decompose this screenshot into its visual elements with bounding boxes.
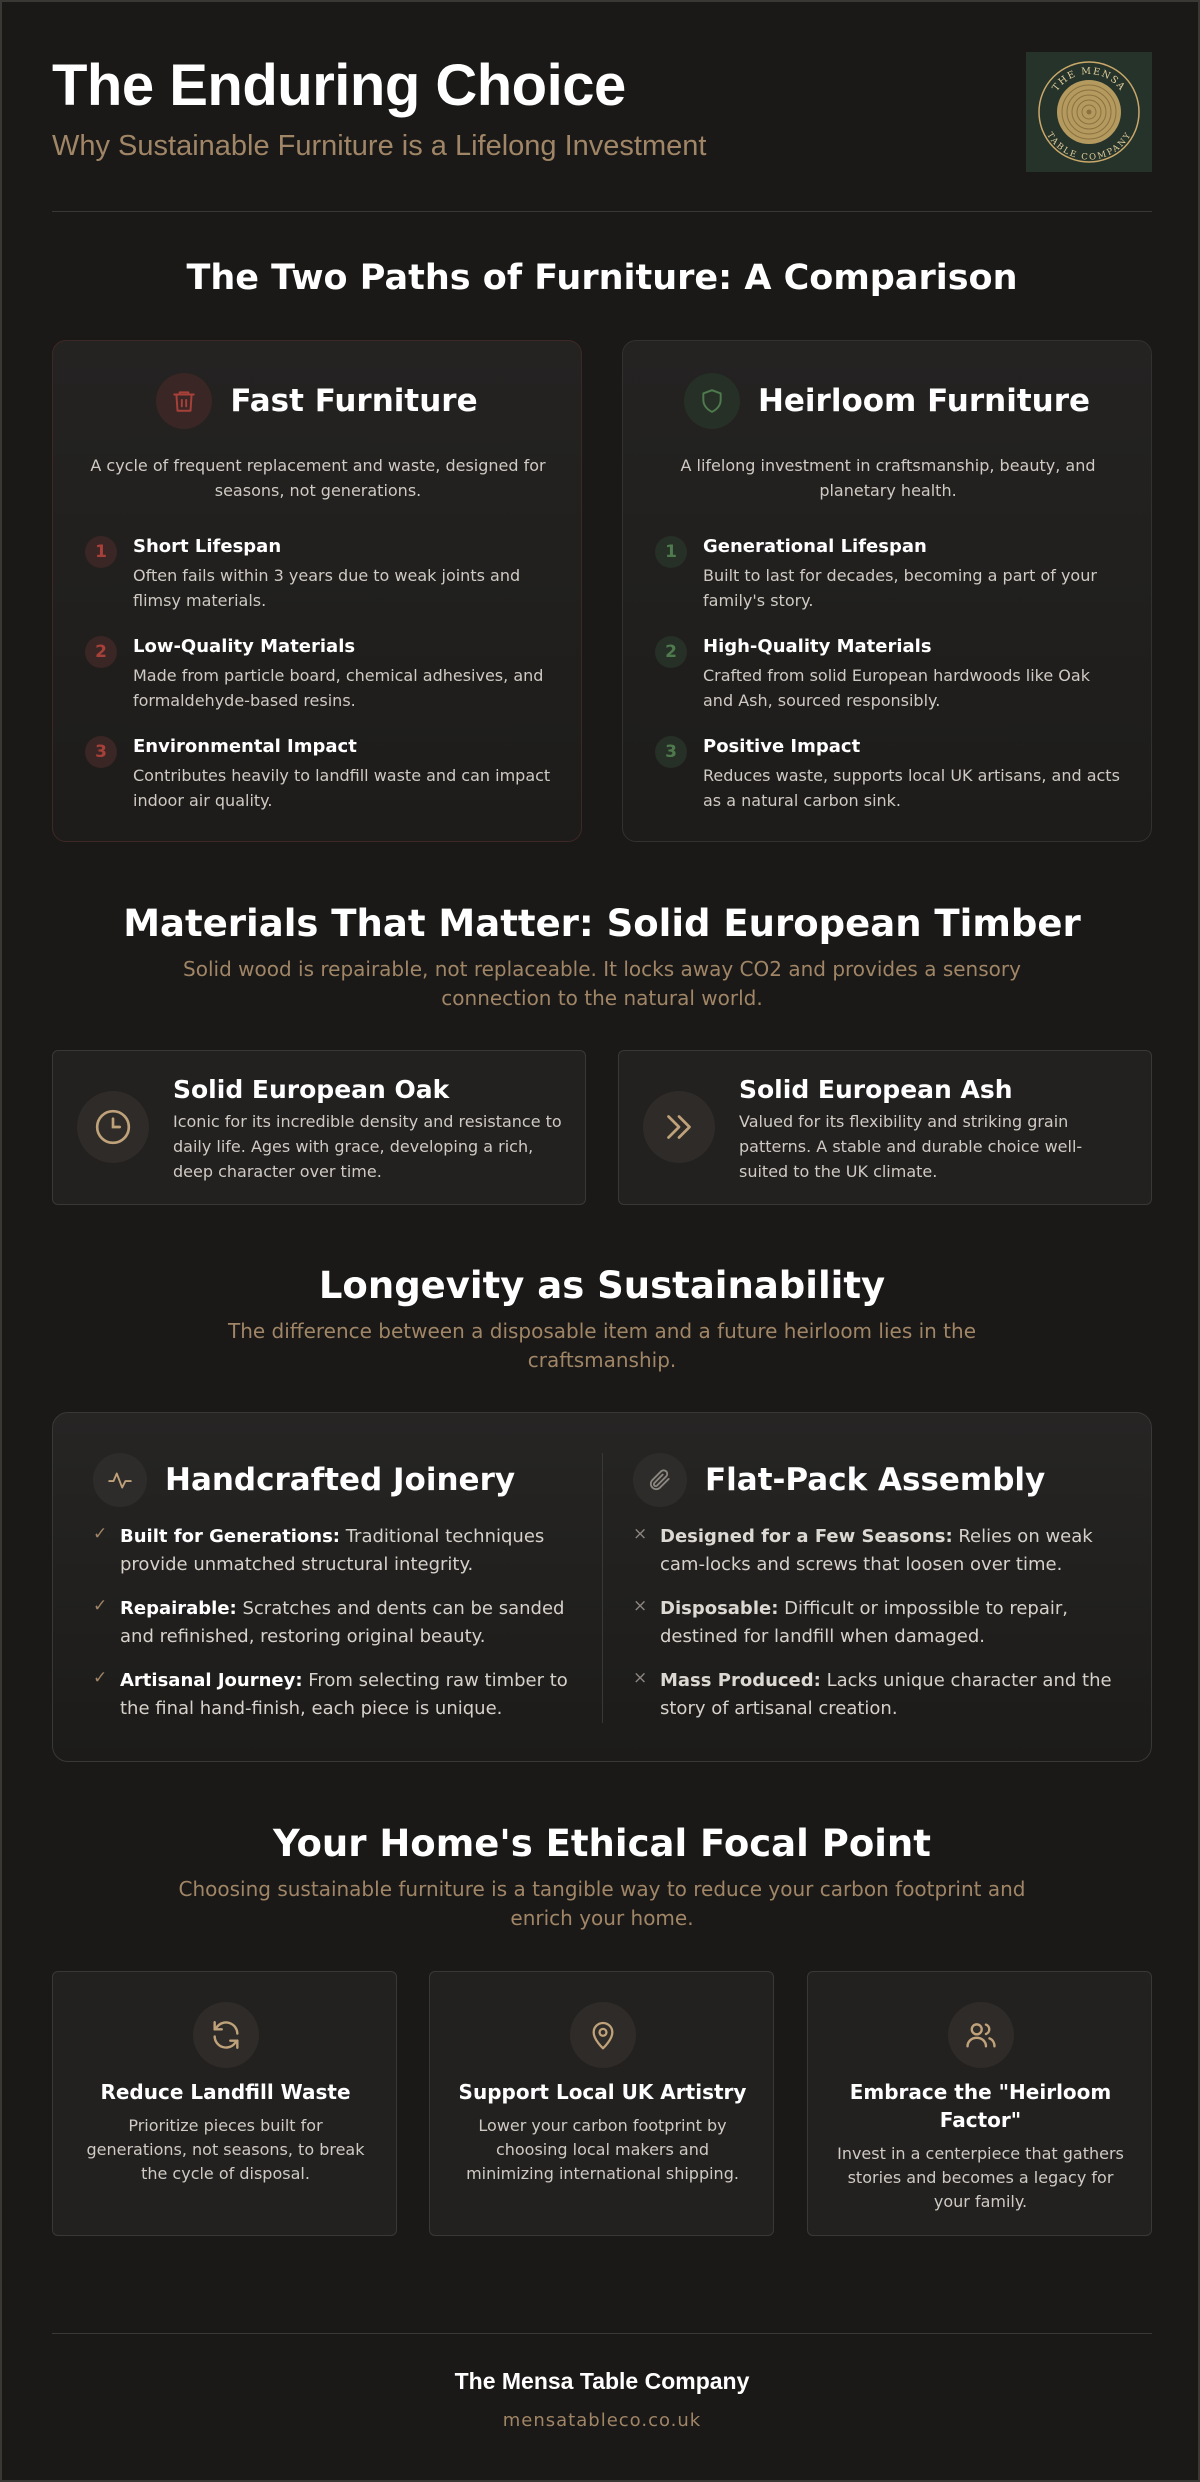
focal-card-local <box>429 1971 774 2236</box>
item-number: 1 <box>85 536 117 568</box>
paperclip-icon <box>633 1453 687 1507</box>
item-title: Generational Lifespan <box>703 536 927 557</box>
item-title: High-Quality Materials <box>703 636 932 657</box>
logo-text-bottom: TABLE COMPANY <box>1044 130 1134 163</box>
item-number: 3 <box>655 736 687 768</box>
focal-card-title: Reduce Landfill Waste <box>100 2080 351 2104</box>
item-strong: Built for Generations: <box>120 1526 340 1547</box>
company-logo <box>1026 52 1152 172</box>
item-text: Reduces waste, supports local UK artisans, and acts as a natural carbon sink. <box>703 766 1120 810</box>
list-item <box>85 536 555 616</box>
item-text: Crafted from solid European hardwoods like Oak and Ash, sourced responsibly. <box>703 666 1090 710</box>
item-text: Scratches and dents can be sanded and refinished, restoring original beauty. <box>120 1598 565 1647</box>
longevity-panel <box>52 1412 1152 1762</box>
item-title: Low-Quality Materials <box>133 636 356 657</box>
item-text: Often fails within 3 years due to weak joints and flimsy materials. <box>133 566 521 610</box>
item-strong: Artisanal Journey: <box>120 1670 303 1691</box>
timber-title: Solid European Oak <box>173 1075 450 1104</box>
footer-company-name: The Mensa Table Company <box>454 2368 750 2394</box>
heirloom-furniture-description: A lifelong investment in craftsmanship, beauty, and planetary health. <box>680 456 1096 500</box>
header-divider <box>52 211 1152 212</box>
item-strong: Repairable: <box>120 1598 237 1619</box>
fast-furniture-description: A cycle of frequent replacement and waste, designed for seasons, not generations. <box>90 456 546 500</box>
fast-furniture-title: Fast Furniture <box>230 383 478 419</box>
longevity-title: Longevity as Sustainability <box>318 1264 886 1307</box>
item-text: Built to last for decades, becoming a part of your family's story. <box>703 566 1097 610</box>
joinery-column <box>93 1413 593 1763</box>
item-text: Lacks unique character and the story of artisanal creation. <box>660 1670 1112 1719</box>
heirloom-furniture-card <box>622 340 1152 842</box>
list-item <box>655 736 1125 816</box>
item-text: From selecting raw timber to the final hand-finish, each piece is unique. <box>120 1670 568 1719</box>
activity-icon <box>93 1453 147 1507</box>
item-strong: Designed for a Few Seasons: <box>660 1526 953 1547</box>
page-subtitle: Why Sustainable Furniture is a Lifelong Investment <box>52 130 707 162</box>
materials-title: Materials That Matter: Solid European Timber <box>123 902 1081 945</box>
comparison-title: The Two Paths of Furniture: A Comparison <box>186 258 1018 298</box>
clock-icon <box>77 1091 149 1163</box>
fast-furniture-card <box>52 340 582 842</box>
header <box>52 52 1152 212</box>
longevity-subtitle: The difference between a disposable item and a future heirloom lies in the craftsmanship. <box>227 1319 977 1372</box>
cross-icon: × <box>633 1668 648 1688</box>
column-divider <box>602 1453 603 1723</box>
item-text: Difficult or impossible to repair, destined for landfill when damaged. <box>660 1598 1069 1647</box>
flatpack-title: Flat-Pack Assembly <box>705 1462 1046 1498</box>
item-number: 2 <box>85 636 117 668</box>
focal-card-title: Support Local UK Artistry <box>458 2080 747 2104</box>
item-text: Made from particle board, chemical adhesives, and formaldehyde-based resins. <box>133 666 544 710</box>
logo-emblem-icon <box>1031 56 1147 168</box>
item-number: 3 <box>85 736 117 768</box>
list-item <box>85 636 555 716</box>
item-number: 1 <box>655 536 687 568</box>
item-title: Environmental Impact <box>133 736 357 757</box>
focal-card-text: Invest in a centerpiece that gathers stories and becomes a legacy for your family. <box>837 2144 1124 2211</box>
logo-text-top: THE MENSA <box>1050 65 1128 94</box>
focal-card-landfill <box>52 1971 397 2236</box>
focal-title: Your Home's Ethical Focal Point <box>273 1822 931 1865</box>
check-icon: ✓ <box>93 1524 108 1544</box>
timber-text: Valued for its flexibility and striking grain patterns. A stable and durable choice well-suited to the UK climate. <box>739 1112 1083 1181</box>
item-title: Short Lifespan <box>133 536 282 557</box>
timber-text: Iconic for its incredible density and resistance to daily life. Ages with grace, developing a rich, deep character over time. <box>173 1112 562 1181</box>
focal-subtitle: Choosing sustainable furniture is a tangible way to reduce your carbon footprint and enrich your home. <box>178 1877 1026 1930</box>
focal-card-text: Prioritize pieces built for generations, not seasons, to break the cycle of disposal. <box>86 2116 365 2183</box>
timber-title: Solid European Ash <box>739 1075 1013 1104</box>
check-icon: ✓ <box>93 1668 108 1688</box>
list-item <box>655 536 1125 616</box>
cross-icon: × <box>633 1524 648 1544</box>
item-text: Traditional techniques provide unmatched structural integrity. <box>120 1526 545 1575</box>
cross-icon: × <box>633 1596 648 1616</box>
focal-card-text: Lower your carbon footprint by choosing local makers and minimizing international shipping. <box>466 2116 739 2183</box>
shield-icon <box>684 373 740 429</box>
timber-card-ash <box>618 1050 1152 1205</box>
materials-subtitle: Solid wood is repairable, not replaceable. It locks away CO2 and provides a sensory connection to the natural world. <box>183 957 1021 1010</box>
check-icon: ✓ <box>93 1596 108 1616</box>
double-chevron-icon <box>643 1091 715 1163</box>
focal-card-title: Embrace the "Heirloom Factor" <box>849 2080 1112 2132</box>
refresh-icon <box>193 2002 259 2068</box>
item-strong: Mass Produced: <box>660 1670 821 1691</box>
item-text: Contributes heavily to landfill waste and can impact indoor air quality. <box>133 766 551 810</box>
item-strong: Disposable: <box>660 1598 779 1619</box>
focal-card-heirloom <box>807 1971 1152 2236</box>
heirloom-furniture-title: Heirloom Furniture <box>757 383 1091 419</box>
map-pin-icon <box>570 2002 636 2068</box>
footer-divider <box>52 2333 1152 2334</box>
footer-website-link[interactable]: mensatableco.co.uk <box>502 2410 702 2431</box>
users-icon <box>948 2002 1014 2068</box>
item-title: Positive Impact <box>703 736 861 757</box>
list-item <box>85 736 555 816</box>
page-title: The Enduring Choice <box>52 53 626 118</box>
timber-card-oak <box>52 1050 586 1205</box>
flatpack-column <box>633 1413 1133 1763</box>
joinery-title: Handcrafted Joinery <box>165 1462 516 1498</box>
trash-icon <box>156 373 212 429</box>
item-text: Relies on weak cam-locks and screws that loosen over time. <box>660 1526 1093 1575</box>
list-item <box>655 636 1125 716</box>
item-number: 2 <box>655 636 687 668</box>
